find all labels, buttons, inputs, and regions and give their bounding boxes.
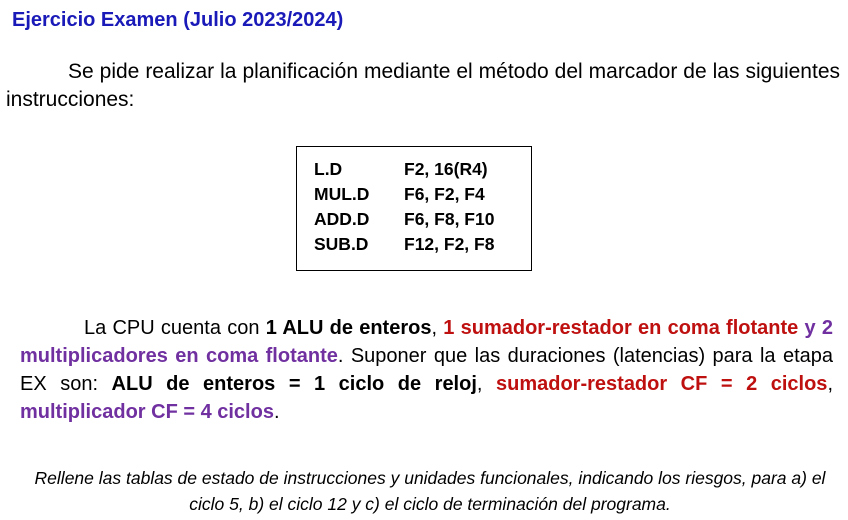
cpu-description [20, 314, 833, 426]
fp-adder-count: 1 sumador-restador en coma flotante [443, 317, 799, 339]
instruction-row [314, 207, 531, 232]
conjunction: y [804, 317, 816, 339]
cpu-text: , [827, 373, 833, 395]
instruction-opcode: MUL.D [314, 184, 370, 204]
cpu-text: La CPU cuenta con [84, 317, 266, 339]
instruction-operands: F6, F2, F4 [404, 184, 485, 204]
instruction-box [296, 146, 532, 271]
instruction-row [314, 157, 531, 182]
adder-latency: sumador-restador CF = 2 ciclos [496, 373, 828, 395]
instruction-operands: F6, F8, F10 [404, 209, 495, 229]
alu-latency: ALU de enteros = 1 ciclo de reloj [111, 373, 477, 395]
cpu-text: , [431, 317, 444, 339]
task-note: Rellene las tablas de estado de instrucciones y unidades funcionales, indicando los riesgos, para a) el ciclo 5, b) el ciclo 12 y c) el ciclo de terminación del programa. [34, 468, 826, 514]
intro-paragraph [6, 58, 840, 114]
multiplier-latency: multiplicador CF = 4 ciclos [20, 401, 274, 423]
instruction-row [314, 232, 531, 257]
instruction-operands: F2, 16(R4) [404, 159, 488, 179]
cpu-text: . [273, 401, 280, 423]
page-title: Ejercicio Examen (Julio 2023/2024) [12, 9, 344, 31]
instruction-opcode: L.D [314, 159, 343, 179]
cpu-text: . Suponer que las duraciones (latencias) para la etapa EX son: [20, 345, 833, 395]
instruction-opcode: ADD.D [314, 209, 370, 229]
instruction-row [314, 182, 531, 207]
intro-text: Se pide realizar la planificación mediante el método del marcador de las siguientes instrucciones: [6, 60, 840, 111]
cpu-text: , [476, 373, 496, 395]
instruction-opcode: SUB.D [314, 234, 369, 254]
fp-multiplier-count: 2 multiplicadores en coma flotante [20, 317, 833, 367]
alu-count: 1 ALU de enteros [265, 317, 432, 339]
instruction-operands: F12, F2, F8 [404, 234, 495, 254]
